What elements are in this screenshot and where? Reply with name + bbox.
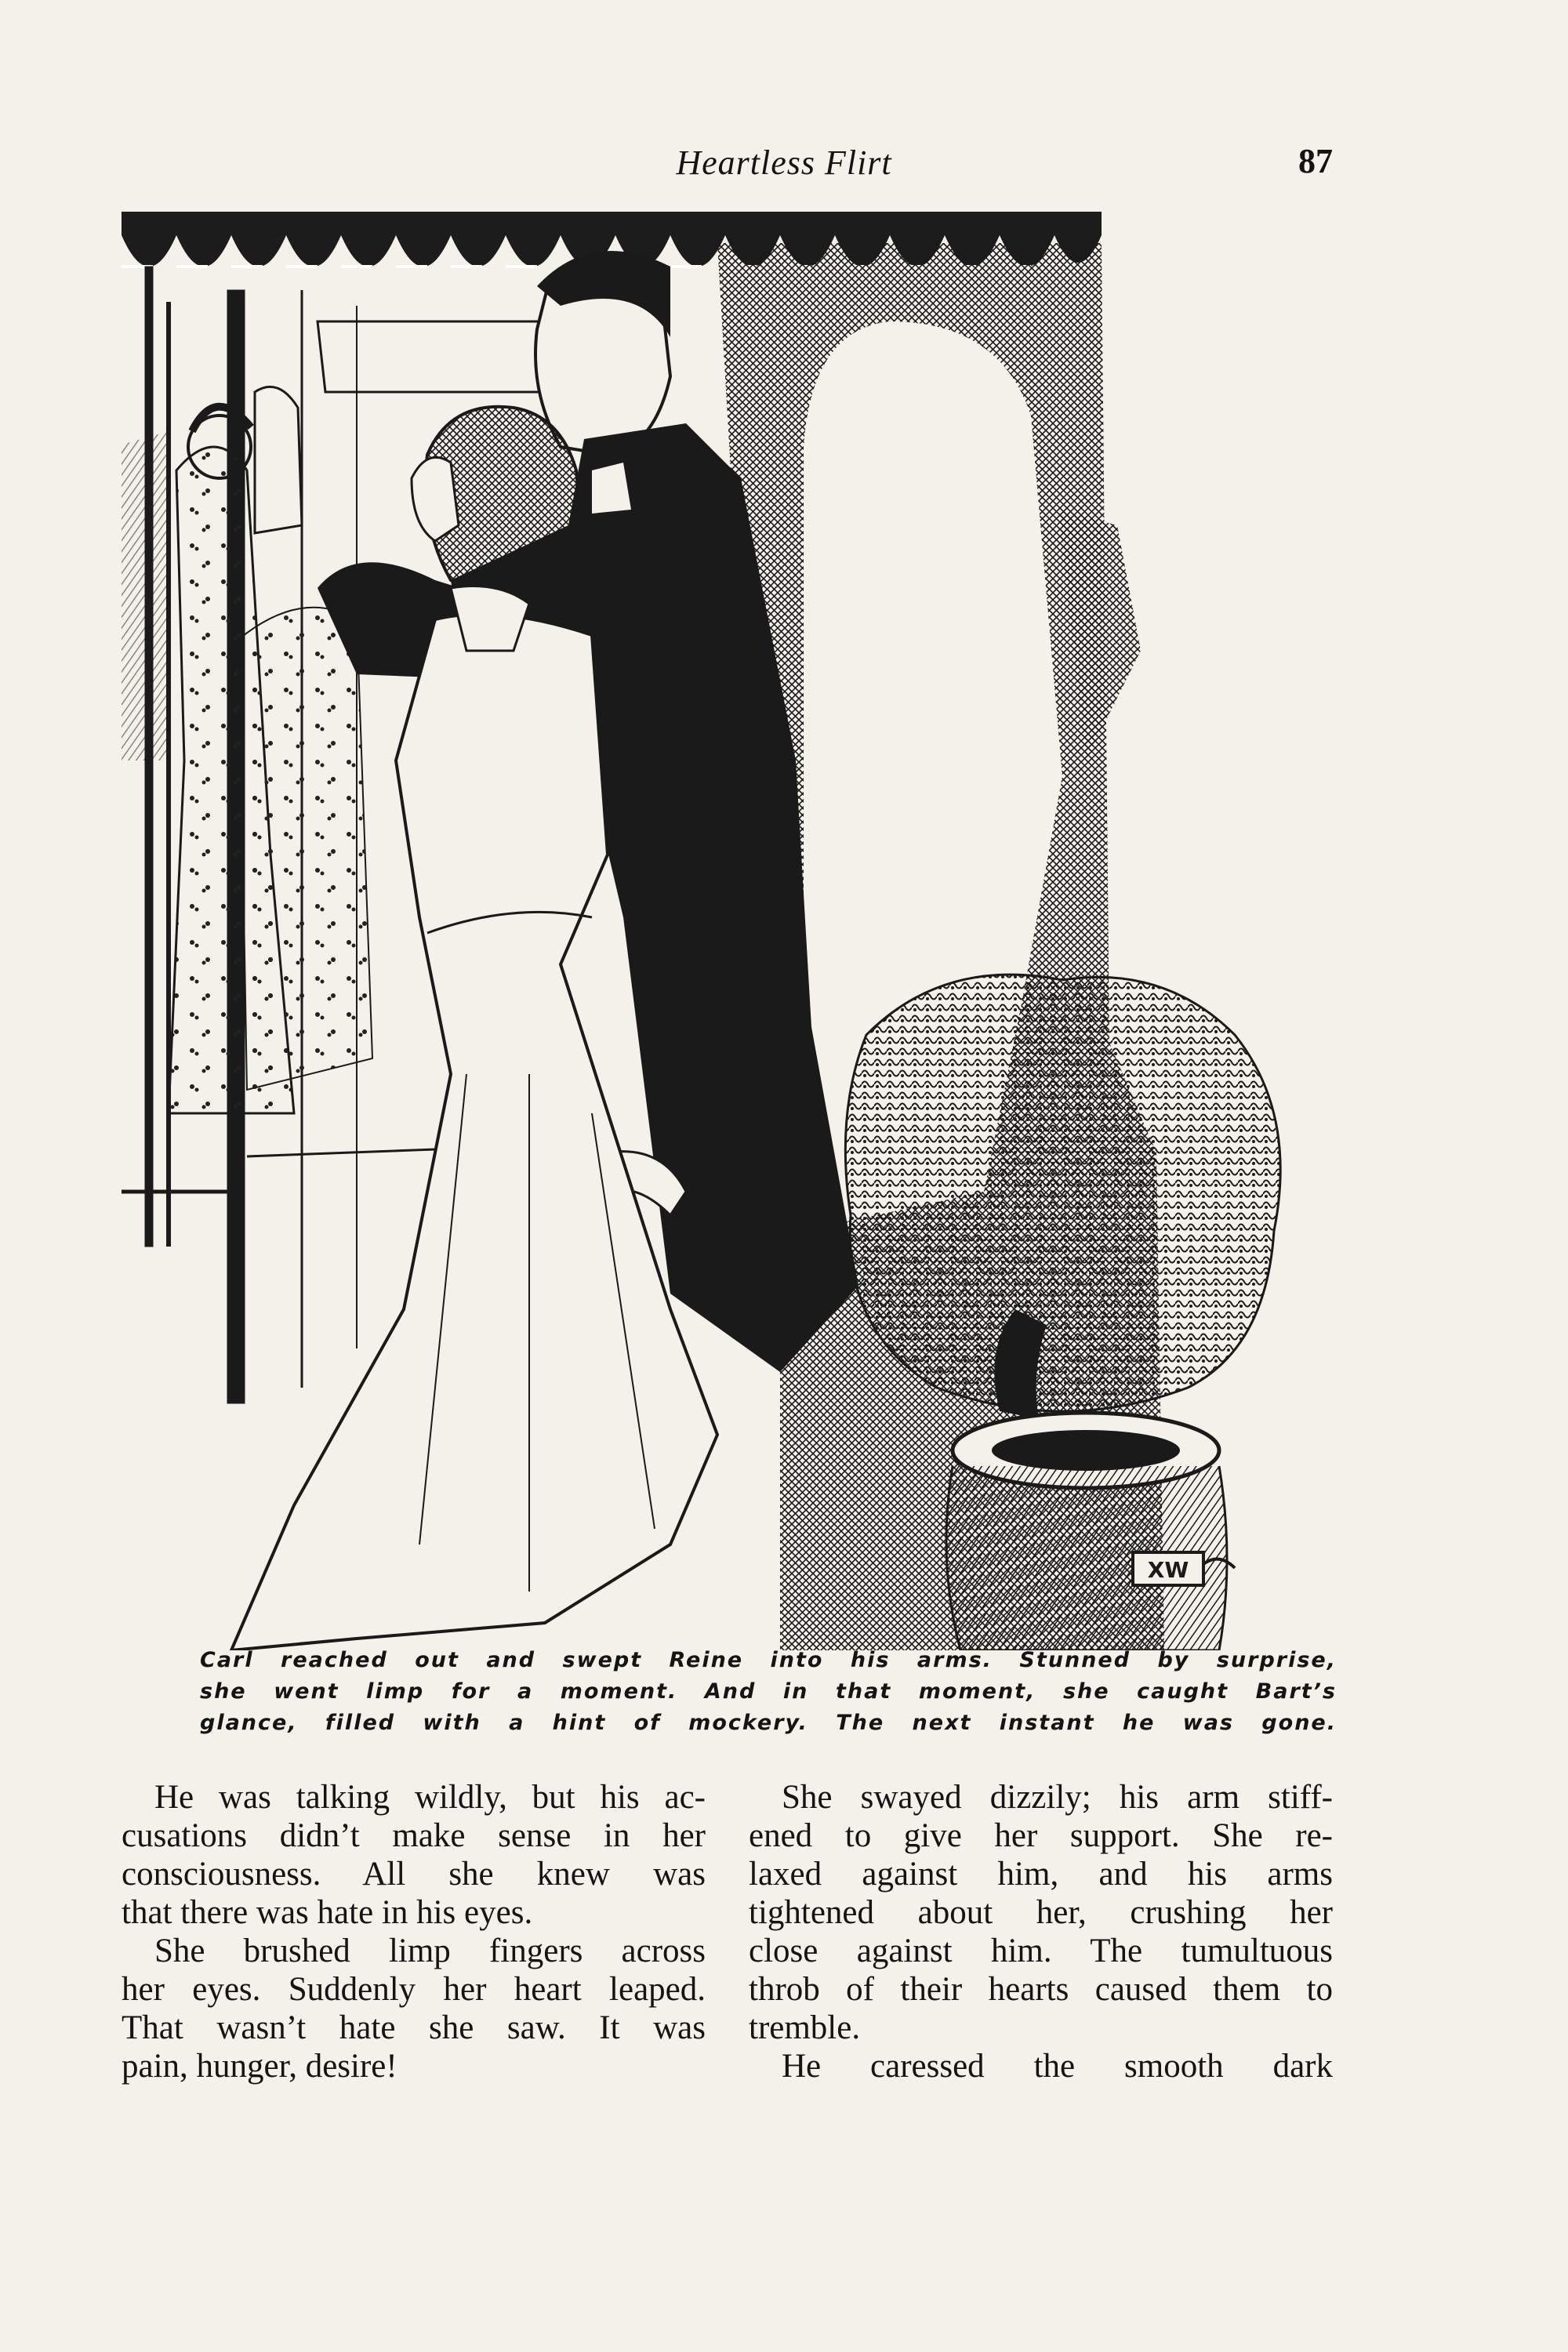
text-line: She brushed limp fingers across — [154, 1933, 706, 1969]
text-line: He caressed the smooth dark — [782, 2048, 1333, 2085]
paragraph — [749, 2047, 1333, 2085]
text-line: cusations didn’t make sense in her — [122, 1817, 706, 1854]
signature-text: XW — [1147, 1557, 1189, 1583]
right-column — [749, 1778, 1333, 2085]
illustration — [122, 212, 1337, 1650]
paragraph — [122, 1932, 706, 2085]
paragraph — [122, 1778, 706, 1932]
text-line: close against him. The tumultuous — [749, 1933, 1333, 1969]
text-line: That wasn’t hate she saw. It was — [122, 2009, 706, 2046]
page-number: 87 — [1298, 142, 1333, 180]
text-line: She swayed dizzily; his arm stiff- — [782, 1779, 1333, 1816]
text-line: throb of their hearts caused them to — [749, 1971, 1333, 2008]
left-column — [122, 1778, 706, 2085]
text-line: laxed against him, and his arms — [749, 1856, 1333, 1893]
text-line: He was talking wildly, but his ac- — [154, 1779, 706, 1816]
text-line: tightened about her, crushing her — [749, 1894, 1333, 1931]
text-line: tremble. — [749, 2009, 861, 2046]
background-dancers — [122, 387, 372, 1113]
caption-line: glance, filled with a hint of mockery. The next instant he was gone. — [200, 1711, 1337, 1735]
paragraph — [749, 1778, 1333, 2047]
text-line: her eyes. Suddenly her heart leaped. — [122, 1971, 706, 2008]
illustration-caption — [200, 1645, 1337, 1739]
running-title: Heartless Flirt — [676, 143, 892, 182]
caption-line: Carl reached out and swept Reine into his arms. Stunned by surprise, — [200, 1648, 1337, 1672]
text-line: pain, hunger, desire! — [122, 2048, 397, 2085]
illustration-drawing — [122, 212, 1337, 1650]
text-line: ened to give her support. She re- — [749, 1817, 1333, 1854]
text-line: that there was hate in his eyes. — [122, 1894, 533, 1931]
caption-line: she went limp for a moment. And in that moment, she caught Bart’s — [200, 1679, 1337, 1704]
text-line: consciousness. All she knew was — [122, 1856, 706, 1893]
